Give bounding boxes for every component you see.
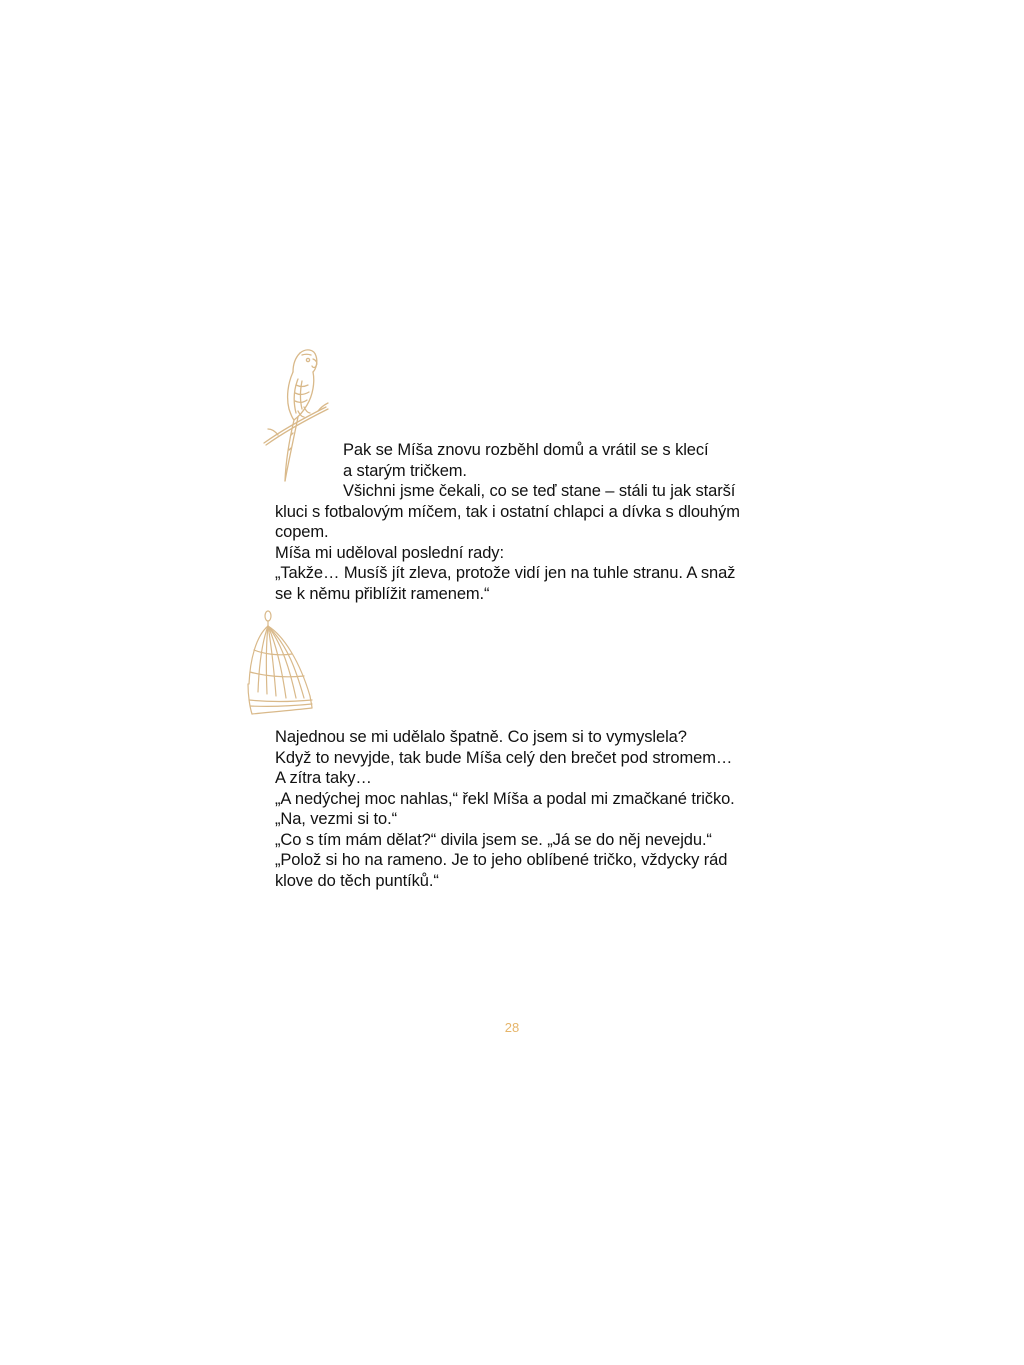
paragraph: Pak se Míša znovu rozběhl domů a vrátil se s klecí a starým tričkem. <box>343 441 709 480</box>
paragraph: kluci s fotbalovým míčem, tak i ostatní chlapci a dívka s dlouhým copem. <box>275 502 740 541</box>
paragraph: Když to nevyjde, tak bude Míša celý den brečet pod stromem… <box>275 748 733 767</box>
paragraph: Všichni jsme čekali, co se teď stane – stáli tu jak starší <box>343 482 736 500</box>
paragraph: „Polož si ho na rameno. Je to jeho oblíbené tričko, vždycky rád klove do těch puntíků.“ <box>275 851 728 890</box>
birdcage-icon <box>244 610 316 718</box>
paragraph: Míša mi uděloval poslední rady: <box>275 543 504 562</box>
page-number: 28 <box>504 1020 520 1035</box>
paragraph: A zítra taky… <box>275 769 372 787</box>
paragraph: „Takže… Musíš jít zleva, protože vidí jen na tuhle stranu. A snaž se k němu přiblížit ramenem.“ <box>275 564 736 603</box>
text-section-1 <box>275 440 765 604</box>
paragraph: „Co s tím mám dělat?“ divila jsem se. „Já se do něj nevejdu.“ <box>275 830 712 849</box>
paragraph: „A nedýchej moc nahlas,“ řekl Míša a podal mi zmačkané tričko. <box>275 789 735 808</box>
paragraph: Najednou se mi udělalo špatně. Co jsem si to vymyslela? <box>275 728 687 746</box>
paragraph: „Na, vezmi si to.“ <box>275 810 397 828</box>
text-section-2 <box>275 727 765 891</box>
